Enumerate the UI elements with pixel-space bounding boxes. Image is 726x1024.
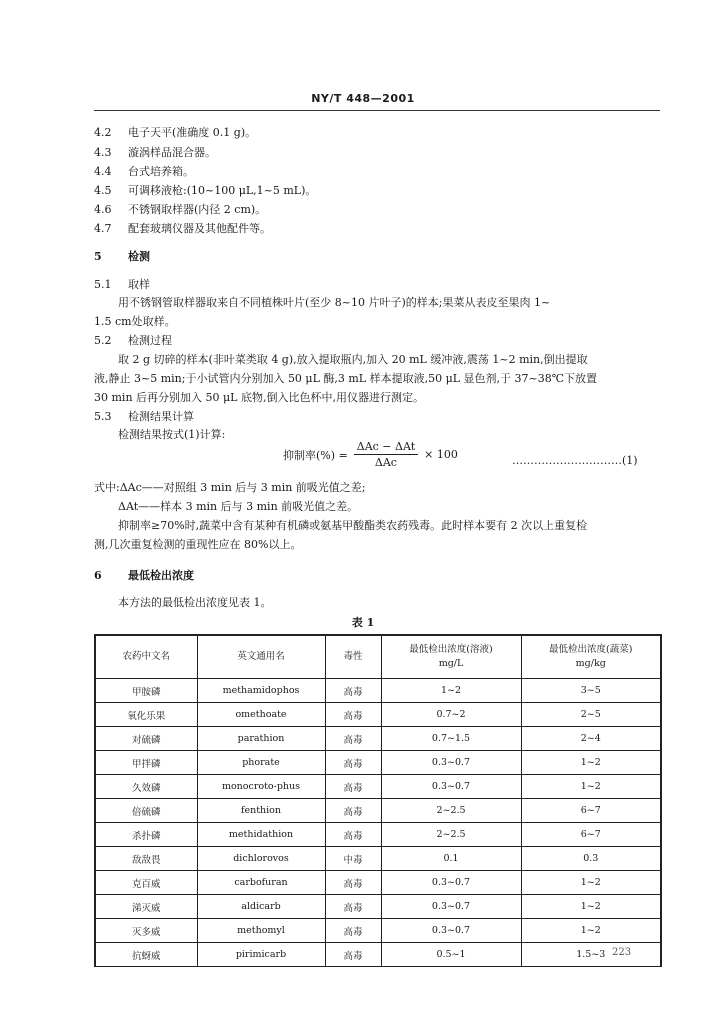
formula-fraction bbox=[354, 440, 418, 469]
section-number: 6 bbox=[94, 569, 102, 582]
table-cell: 0.5~1 bbox=[381, 943, 521, 967]
table-cell: parathion bbox=[197, 727, 325, 751]
table-row bbox=[95, 751, 661, 775]
table-row bbox=[95, 943, 661, 967]
table-cell: 2~4 bbox=[521, 727, 661, 751]
subsection-title: 取样 bbox=[128, 278, 150, 291]
table-cell: 高毒 bbox=[325, 775, 381, 799]
item-number: 4.7 bbox=[94, 222, 112, 235]
item-number: 4.3 bbox=[94, 146, 112, 159]
table-cell: 高毒 bbox=[325, 823, 381, 847]
table-cell: 0.1 bbox=[381, 847, 521, 871]
header-line: mg/L bbox=[438, 658, 464, 669]
table-cell: 0.7~2 bbox=[381, 703, 521, 727]
table-row bbox=[95, 919, 661, 943]
table-cell: 0.3~0.7 bbox=[381, 871, 521, 895]
paragraph-line: 测,几次重复检测的重现性应在 80%以上。 bbox=[94, 538, 302, 551]
table-cell: phorate bbox=[197, 751, 325, 775]
table-cell: 1~2 bbox=[521, 751, 661, 775]
subsection-5-1-heading bbox=[94, 278, 150, 292]
subsection-5-3-heading bbox=[94, 410, 194, 424]
table-cell: aldicarb bbox=[197, 895, 325, 919]
column-header: 英文通用名 bbox=[197, 635, 325, 679]
subsection-title: 检测过程 bbox=[128, 334, 172, 347]
equipment-item bbox=[94, 184, 316, 198]
section-6-heading bbox=[94, 569, 194, 583]
table-cell: 0.3 bbox=[521, 847, 661, 871]
table-cell: methidathion bbox=[197, 823, 325, 847]
table-cell: 氧化乐果 bbox=[95, 703, 197, 727]
section-5-heading bbox=[94, 250, 150, 264]
subsection-number: 5.1 bbox=[94, 278, 112, 291]
table-cell: carbofuran bbox=[197, 871, 325, 895]
paragraph-line: 取 2 g 切碎的样本(非叶菜类取 4 g),放入提取瓶内,加入 20 mL 缓冲液,震荡 1~2 min,倒出提取 bbox=[118, 353, 588, 366]
item-number: 4.4 bbox=[94, 165, 112, 178]
item-text: 配套玻璃仪器及其他配件等。 bbox=[128, 222, 271, 235]
paragraph-line: 本方法的最低检出浓度见表 1。 bbox=[118, 596, 272, 609]
table-cell: 高毒 bbox=[325, 679, 381, 703]
table-cell: 高毒 bbox=[325, 943, 381, 967]
table-cell: fenthion bbox=[197, 799, 325, 823]
table-row bbox=[95, 871, 661, 895]
formula-numerator: ΔAc − ΔAt bbox=[354, 440, 418, 455]
item-text: 可调移液枪:(10~100 μL,1~5 mL)。 bbox=[128, 184, 317, 197]
subsection-number: 5.3 bbox=[94, 410, 112, 423]
table-cell: 1~2 bbox=[521, 895, 661, 919]
table-cell: 涕灭威 bbox=[95, 895, 197, 919]
table-cell: 对硫磷 bbox=[95, 727, 197, 751]
paragraph-line: 30 min 后再分别加入 50 μL 底物,倒入比色杯中,用仪器进行测定。 bbox=[94, 391, 424, 404]
equipment-item bbox=[94, 165, 194, 179]
where-clause: 式中:ΔAc——对照组 3 min 后与 3 min 前吸光值之差; bbox=[94, 481, 366, 494]
table-body bbox=[95, 679, 661, 967]
table-cell: 1~2 bbox=[521, 871, 661, 895]
section-title: 检测 bbox=[128, 250, 150, 263]
table-cell: 高毒 bbox=[325, 703, 381, 727]
table-cell: 3~5 bbox=[521, 679, 661, 703]
table-cell: 高毒 bbox=[325, 871, 381, 895]
detection-limit-table bbox=[94, 634, 662, 967]
table-caption: 表 1 bbox=[351, 616, 375, 629]
table-cell: 高毒 bbox=[325, 727, 381, 751]
table-cell: 高毒 bbox=[325, 751, 381, 775]
table-row bbox=[95, 703, 661, 727]
item-text: 电子天平(准确度 0.1 g)。 bbox=[128, 126, 257, 139]
where-clause: ΔAt——样本 3 min 后与 3 min 前吸光值之差。 bbox=[118, 500, 359, 513]
equipment-item bbox=[94, 203, 266, 217]
table-row bbox=[95, 823, 661, 847]
table-cell: 灭多威 bbox=[95, 919, 197, 943]
table-cell: 1~2 bbox=[521, 775, 661, 799]
paragraph-line: 抑制率≥70%时,蔬菜中含有某种有机磷或氨基甲酸酯类农药残毒。此时样本要有 2 次以上重复检 bbox=[118, 519, 588, 532]
table-cell: dichlorovos bbox=[197, 847, 325, 871]
formula-denominator: ΔAc bbox=[374, 456, 397, 469]
table-row bbox=[95, 727, 661, 751]
item-text: 漩涡样品混合器。 bbox=[128, 146, 216, 159]
item-number: 4.2 bbox=[94, 126, 112, 139]
table-cell: omethoate bbox=[197, 703, 325, 727]
item-number: 4.6 bbox=[94, 203, 112, 216]
item-text: 不锈钢取样器(内径 2 cm)。 bbox=[128, 203, 267, 216]
header-line: mg/kg bbox=[575, 658, 606, 669]
paragraph-line: 1.5 cm处取样。 bbox=[94, 315, 176, 328]
table-cell: 6~7 bbox=[521, 823, 661, 847]
table-cell: methamidophos bbox=[197, 679, 325, 703]
table-row bbox=[95, 775, 661, 799]
table-cell: 中毒 bbox=[325, 847, 381, 871]
table-cell: 甲拌磷 bbox=[95, 751, 197, 775]
table-cell: 甲胺磷 bbox=[95, 679, 197, 703]
table-cell: 2~5 bbox=[521, 703, 661, 727]
table-cell: monocroto-phus bbox=[197, 775, 325, 799]
document-code: NY/T 448—2001 bbox=[311, 92, 415, 105]
subsection-5-2-heading bbox=[94, 334, 172, 348]
table-cell: 倍硫磷 bbox=[95, 799, 197, 823]
table-cell: 杀扑磷 bbox=[95, 823, 197, 847]
table-row bbox=[95, 799, 661, 823]
table-cell: 高毒 bbox=[325, 895, 381, 919]
table-cell: 久效磷 bbox=[95, 775, 197, 799]
formula-lhs: 抑制率(%) = bbox=[283, 448, 348, 462]
subsection-title: 检测结果计算 bbox=[128, 410, 194, 423]
equipment-item bbox=[94, 222, 271, 236]
section-number: 5 bbox=[94, 250, 102, 263]
table-cell: 0.3~0.7 bbox=[381, 919, 521, 943]
equipment-item bbox=[94, 146, 216, 160]
table-row bbox=[95, 847, 661, 871]
section-title: 最低检出浓度 bbox=[128, 569, 194, 582]
table-cell: 0.3~0.7 bbox=[381, 895, 521, 919]
table-cell: 1~2 bbox=[381, 679, 521, 703]
paragraph-line: 用不锈钢管取样器取来自不同植株叶片(至少 8~10 片叶子)的样本;果菜从表皮至果肉 1~ bbox=[118, 296, 551, 309]
table-cell: 0.3~0.7 bbox=[381, 775, 521, 799]
table-cell: 2~2.5 bbox=[381, 823, 521, 847]
item-number: 4.5 bbox=[94, 184, 112, 197]
table-cell: 1~2 bbox=[521, 919, 661, 943]
paragraph-line: 液,静止 3~5 min;于小试管内分别加入 50 μL 酶,3 mL 样本提取液,50 μL 显色剂,于 37~38℃下放置 bbox=[94, 372, 598, 385]
table-cell: 敌敌畏 bbox=[95, 847, 197, 871]
equation-number: …………………………(1) bbox=[512, 454, 638, 467]
item-text: 台式培养箱。 bbox=[128, 165, 194, 178]
table-cell: 抗蚜威 bbox=[95, 943, 197, 967]
column-header bbox=[381, 635, 521, 679]
subsection-number: 5.2 bbox=[94, 334, 112, 347]
table-cell: pirimicarb bbox=[197, 943, 325, 967]
equipment-item bbox=[94, 126, 256, 140]
column-header bbox=[521, 635, 661, 679]
table-cell: 6~7 bbox=[521, 799, 661, 823]
table-cell: 1.5~3 bbox=[521, 943, 661, 967]
table-row bbox=[95, 895, 661, 919]
table-header-row bbox=[95, 635, 661, 679]
table-cell: 2~2.5 bbox=[381, 799, 521, 823]
table-cell: 克百威 bbox=[95, 871, 197, 895]
page-number: 223 bbox=[612, 947, 632, 958]
table-cell: methomyl bbox=[197, 919, 325, 943]
table-cell: 高毒 bbox=[325, 799, 381, 823]
paragraph-line: 检测结果按式(1)计算: bbox=[118, 428, 226, 441]
column-header: 农药中文名 bbox=[95, 635, 197, 679]
table-cell: 0.3~0.7 bbox=[381, 751, 521, 775]
table-cell: 高毒 bbox=[325, 919, 381, 943]
table-cell: 0.7~1.5 bbox=[381, 727, 521, 751]
inhibition-formula bbox=[283, 440, 458, 469]
header-rule bbox=[94, 110, 660, 111]
formula-multiplier: × 100 bbox=[424, 448, 458, 461]
column-header: 毒性 bbox=[325, 635, 381, 679]
table-row bbox=[95, 679, 661, 703]
header-line: 最低检出浓度(溶液) bbox=[409, 644, 493, 655]
header-line: 最低检出浓度(蔬菜) bbox=[549, 644, 633, 655]
